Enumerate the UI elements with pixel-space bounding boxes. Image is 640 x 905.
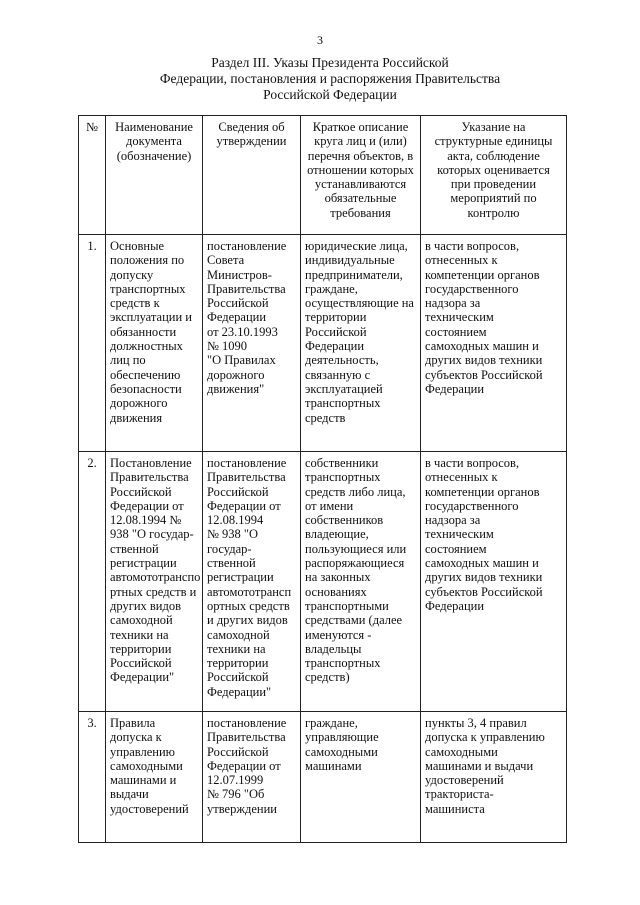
cell-text-line: основаниях	[305, 584, 367, 599]
cell-text-line: лиц по	[110, 353, 146, 368]
cell-text-line: управляющие	[305, 730, 379, 745]
cell-text-line: должностных	[110, 339, 183, 354]
cell-text-line: 12.07.1999	[207, 773, 264, 788]
document-name-cell	[106, 235, 203, 452]
cell-text-line: Федерации"	[110, 670, 175, 685]
cell-text-line: транспортных	[305, 470, 381, 485]
documents-table	[78, 115, 567, 843]
cell-text-line: тракториста-	[425, 787, 494, 802]
table-row	[79, 235, 567, 452]
cell-text-line: состоянием	[425, 324, 487, 339]
cell-text-line: транспортных	[110, 281, 186, 296]
cell-text-line: допуску	[110, 267, 154, 282]
cell-text-line: машинами и	[110, 773, 177, 788]
cell-text-line: государственного	[425, 498, 519, 513]
cell-text-line: управлению	[110, 744, 175, 759]
cell-text-line: положения по	[110, 253, 185, 268]
header-approval-info	[203, 116, 301, 235]
cell-text-line: постановление	[207, 456, 287, 470]
cell-text-line: компетенции органов	[425, 484, 540, 499]
cell-text-line: удостоверений	[425, 773, 504, 788]
cell-text-line: Федерации"	[207, 684, 272, 699]
cell-text-line: состоянием	[425, 541, 487, 556]
cell-text-line: мероприятий по	[450, 191, 537, 206]
cell-text-line: № 938 "О	[207, 527, 259, 542]
cell-text-line: территории	[110, 641, 172, 656]
cell-text-line: №	[86, 120, 98, 134]
cell-text-line: средствами (далее	[305, 613, 403, 628]
section-title-line: Российской Федерации	[263, 87, 397, 102]
cell-text-line: Наименование	[115, 120, 193, 134]
cell-text-line: Федерации от	[207, 758, 281, 773]
cell-text-line: Российской	[110, 484, 172, 499]
cell-text-line: Федерации от	[207, 498, 281, 513]
cell-text-line: пользующиеся или	[305, 541, 407, 556]
cell-text-line: граждане,	[305, 281, 358, 296]
cell-text-line: машинами	[305, 758, 362, 773]
cell-text-line: автомототранспо	[110, 570, 201, 585]
cell-text-line: эксплуатацией	[305, 381, 383, 396]
cell-text-line: Правительства	[207, 730, 286, 745]
section-title	[120, 55, 540, 103]
cell-text-line: государ-	[207, 541, 252, 556]
cell-text-line: владеющие,	[305, 527, 369, 542]
cell-text-line: обеспечению	[110, 367, 181, 382]
cell-text-line: средств)	[305, 670, 350, 685]
cell-text-line: других видов техники	[425, 570, 543, 585]
row-number: 2.	[79, 452, 106, 712]
cell-text-line: собственники	[305, 456, 379, 470]
cell-text-line: Министров-	[207, 267, 272, 282]
cell-text-line: 938 "О государ-	[110, 527, 194, 542]
cell-text-line: отнесенных к	[425, 253, 498, 268]
cell-text-line: средств к	[110, 296, 160, 311]
header-structural-units	[421, 116, 567, 235]
cell-text-line: № 796 "Об	[207, 787, 265, 802]
cell-text-line: распоряжающиеся	[305, 556, 405, 571]
cell-text-line: движения	[110, 410, 163, 425]
cell-text-line: устанавливаются	[314, 177, 407, 192]
cell-text-line: именуются -	[305, 627, 372, 642]
cell-text-line: осуществляющие на	[305, 296, 414, 311]
scope-cell	[301, 235, 421, 452]
cell-text-line: средств	[305, 410, 346, 425]
cell-text-line: обязательные	[324, 191, 397, 206]
cell-text-line: утверждении	[207, 801, 277, 816]
cell-text-line: регистрации	[207, 570, 274, 585]
approval-cell	[203, 452, 301, 712]
cell-text-line: № 1090	[207, 339, 248, 354]
table-row	[79, 452, 567, 712]
cell-text-line: от 23.10.1993	[207, 324, 278, 339]
cell-text-line: Правительства	[207, 281, 286, 296]
cell-text-line: Краткое описание	[312, 120, 409, 134]
cell-text-line: круга лиц и (или)	[314, 134, 407, 149]
cell-text-line: компетенции органов	[425, 267, 540, 282]
document-name-cell	[106, 712, 203, 843]
table-header-row	[79, 116, 567, 235]
cell-text-line: владельцы	[305, 641, 362, 656]
cell-text-line: допуска к	[110, 730, 162, 745]
cell-text-line: ртных средств и	[110, 584, 197, 599]
cell-text-line: государственного	[425, 281, 519, 296]
cell-text-line: других видов	[110, 598, 181, 613]
cell-text-line: юридические лица,	[305, 239, 408, 253]
cell-text-line: движения"	[207, 381, 265, 396]
table-row	[79, 712, 567, 843]
cell-text-line: машиниста	[425, 801, 485, 816]
cell-text-line: ственной	[110, 541, 159, 556]
cell-text-line: средств либо лица,	[305, 484, 406, 499]
cell-text-line: Российской	[305, 324, 367, 339]
cell-text-line: Российской	[207, 484, 269, 499]
cell-text-line: отнесенных к	[425, 470, 498, 485]
header-document-name	[106, 116, 203, 235]
document-name-cell	[106, 452, 203, 712]
cell-text-line: структурные единицы	[434, 134, 553, 149]
header-number	[79, 116, 106, 235]
cell-text-line: техническим	[425, 310, 494, 325]
cell-text-line: документа	[126, 134, 182, 149]
cell-text-line: дорожного	[207, 367, 265, 382]
cell-text-line: Федерации	[425, 381, 485, 396]
cell-text-line: Правительства	[110, 470, 189, 485]
cell-text-line: Российской	[207, 296, 269, 311]
cell-text-line: постановление	[207, 716, 287, 730]
cell-text-line: техническим	[425, 527, 494, 542]
cell-text-line: удостоверений	[110, 801, 189, 816]
scope-cell	[301, 712, 421, 843]
section-title-line: Раздел III. Указы Президента Российской	[211, 55, 449, 70]
cell-text-line: территории	[207, 656, 269, 671]
cell-text-line: самоходной	[110, 613, 173, 628]
row-number: 1.	[79, 235, 106, 452]
cell-text-line: других видов техники	[425, 353, 543, 368]
cell-text-line: связанную с	[305, 367, 371, 382]
cell-text-line: требования	[330, 205, 391, 220]
header-scope-description	[301, 116, 421, 235]
cell-text-line: Правила	[110, 716, 156, 730]
cell-text-line: самоходных машин и	[425, 556, 539, 571]
cell-text-line: Основные	[110, 239, 165, 253]
cell-text-line: машинами и выдачи	[425, 758, 534, 773]
cell-text-line: транспортных	[305, 656, 381, 671]
section-title-line: Федерации, постановления и распоряжения Правительства	[159, 71, 501, 86]
cell-text-line: 12.08.1994 №	[110, 513, 182, 528]
cell-text-line: индивидуальные	[305, 253, 395, 268]
cell-text-line: самоходной	[207, 627, 270, 642]
cell-text-line: выдачи	[110, 787, 149, 802]
cell-text-line: безопасности	[110, 381, 182, 396]
cell-text-line: граждане,	[305, 716, 358, 730]
cell-text-line: Федерации	[305, 339, 365, 354]
structural-units-cell	[421, 712, 567, 843]
cell-text-line: Российской	[110, 656, 172, 671]
approval-cell	[203, 235, 301, 452]
cell-text-line: отношении которых	[307, 162, 414, 177]
cell-text-line: "О Правилах	[207, 353, 276, 368]
cell-text-line: регистрации	[110, 556, 177, 571]
cell-text-line: в части вопросов,	[425, 456, 520, 470]
cell-text-line: пункты 3, 4 правил	[425, 716, 527, 730]
cell-text-line: самоходными	[110, 758, 183, 773]
cell-text-line: которых оценивается	[437, 162, 550, 177]
cell-text-line: постановление	[207, 239, 287, 253]
cell-text-line: территории	[305, 310, 367, 325]
cell-text-line: транспортных	[305, 396, 381, 411]
scope-cell	[301, 452, 421, 712]
cell-text-line: предприниматели,	[305, 267, 403, 282]
structural-units-cell	[421, 452, 567, 712]
row-number: 3.	[79, 712, 106, 843]
cell-text-line: Сведения об	[218, 120, 285, 134]
cell-text-line: эксплуатации и	[110, 310, 192, 325]
cell-text-line: Указание на	[461, 120, 526, 134]
cell-text-line: 12.08.1994	[207, 513, 264, 528]
cell-text-line: деятельность,	[305, 353, 379, 368]
cell-text-line: дорожного	[110, 396, 168, 411]
cell-text-line: (обозначение)	[116, 148, 192, 163]
cell-text-line: перечня объектов, в	[307, 148, 414, 163]
cell-text-line: самоходными	[425, 744, 498, 759]
cell-text-line: допуска к управлению	[425, 730, 545, 745]
cell-text-line: и других видов	[207, 613, 288, 628]
cell-text-line: субъектов Российской	[425, 584, 543, 599]
page-number: 3	[317, 33, 323, 47]
cell-text-line: акта, соблюдение	[447, 148, 540, 163]
cell-text-line: Федерации	[425, 598, 485, 613]
cell-text-line: от имени	[305, 498, 354, 513]
cell-text-line: надзора за	[425, 513, 481, 528]
cell-text-line: обязанности	[110, 324, 177, 339]
cell-text-line: собственников	[305, 513, 384, 528]
cell-text-line: при проведении	[450, 177, 537, 192]
cell-text-line: Постановление	[110, 456, 192, 470]
structural-units-cell	[421, 235, 567, 452]
cell-text-line: техники на	[207, 641, 266, 656]
cell-text-line: контролю	[467, 205, 520, 220]
cell-text-line: самоходными	[305, 744, 378, 759]
cell-text-line: надзора за	[425, 296, 481, 311]
cell-text-line: ортных средств	[207, 598, 290, 613]
cell-text-line: техники на	[110, 627, 169, 642]
cell-text-line: транспортными	[305, 598, 389, 613]
cell-text-line: утверждении	[216, 134, 287, 149]
cell-text-line: на законных	[305, 570, 371, 585]
cell-text-line: в части вопросов,	[425, 239, 520, 253]
cell-text-line: Российской	[207, 744, 269, 759]
cell-text-line: автомототрансп	[207, 584, 292, 599]
cell-text-line: Совета	[207, 253, 245, 268]
approval-cell	[203, 712, 301, 843]
cell-text-line: субъектов Российской	[425, 367, 543, 382]
cell-text-line: Федерации от	[110, 498, 184, 513]
cell-text-line: самоходных машин и	[425, 339, 539, 354]
cell-text-line: Федерации	[207, 310, 267, 325]
cell-text-line: Правительства	[207, 470, 286, 485]
cell-text-line: ственной	[207, 556, 256, 571]
cell-text-line: Российской	[207, 670, 269, 685]
